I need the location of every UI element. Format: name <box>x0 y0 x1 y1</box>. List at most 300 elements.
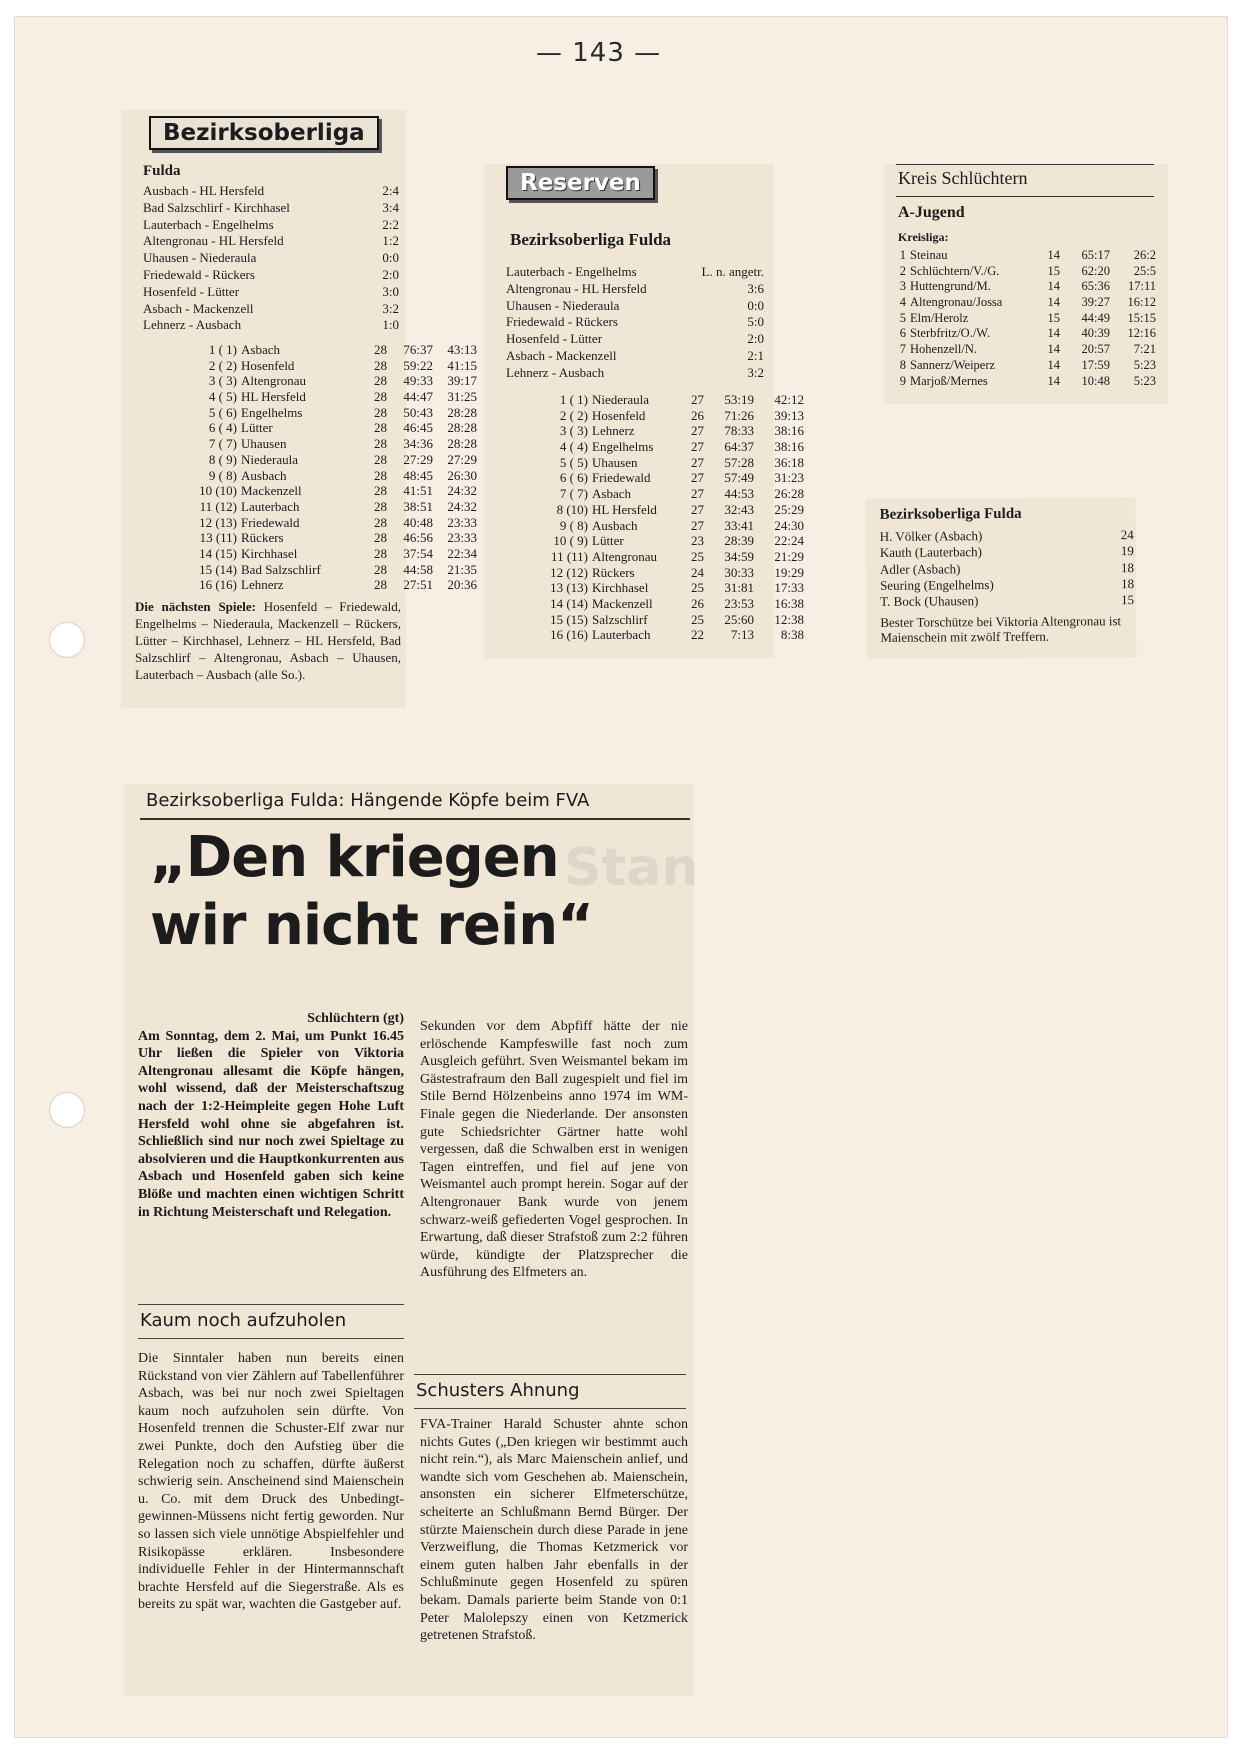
scorer-row <box>880 560 1134 578</box>
table-row <box>145 546 477 562</box>
table-goals: 34:36 <box>403 436 433 452</box>
table-team: Lehnerz <box>592 423 635 439</box>
table-row <box>508 612 804 628</box>
table-goals: 25:60 <box>724 611 754 627</box>
scorer-row <box>880 543 1134 561</box>
match-score: 3:4 <box>382 199 399 215</box>
table-goals: 27:51 <box>403 577 433 593</box>
table-row <box>894 248 1156 264</box>
table-points: 28:28 <box>447 420 477 436</box>
table-games: 28 <box>374 467 387 483</box>
scorer-goals: 15 <box>1121 592 1135 608</box>
match-label: Friedewald - Rückers <box>143 266 255 282</box>
scorer-name: Kauth (Lauterbach) <box>879 544 983 561</box>
punch-hole <box>49 1092 85 1128</box>
table-team: Altengronau/Jossa <box>910 295 1003 310</box>
table-games: 28 <box>374 357 387 373</box>
table-rank: 5 <box>899 310 906 325</box>
match-label: Altengronau - HL Hersfeld <box>506 280 647 296</box>
table-points: 42:12 <box>774 392 804 407</box>
table-row <box>145 342 477 358</box>
table-goals: 44:47 <box>403 389 433 405</box>
clipping-bezirksoberliga <box>121 110 477 708</box>
clipping-subheader: A-Jugend <box>898 204 965 221</box>
standings-table <box>508 392 804 643</box>
divider <box>896 196 1154 197</box>
table-row <box>145 405 477 421</box>
table-rank: 3 <box>899 279 906 294</box>
table-games: 28 <box>374 577 387 593</box>
table-goals: 48:45 <box>403 467 433 483</box>
table-row <box>894 326 1156 342</box>
table-points: 5:23 <box>1133 373 1156 388</box>
table-games: 28 <box>374 530 387 546</box>
table-games: 28 <box>374 561 387 577</box>
table-points: 23:33 <box>447 530 477 546</box>
scorers-list <box>880 527 1135 610</box>
table-points: 26:30 <box>447 467 477 483</box>
table-row <box>145 530 477 546</box>
match-score: 5:0 <box>747 314 764 330</box>
match-score: 3:0 <box>382 283 399 299</box>
table-games: 27 <box>691 517 704 533</box>
punch-hole <box>49 622 85 658</box>
table-row <box>894 279 1156 295</box>
table-row <box>145 436 477 452</box>
table-team: Schlüchtern/V./G. <box>910 263 1000 278</box>
table-points: 28:28 <box>447 436 477 452</box>
table-goals: 28:39 <box>724 533 754 549</box>
table-team: Engelhelms <box>592 439 654 455</box>
table-team: Sannerz/Weiperz <box>910 357 996 372</box>
section-text: Sekunden vor dem Abpfiff hätte der nie erlöschende Kampfeswille fast noch zum Ausgleich geführt. Sven Weismantel bekam im Gästestrafraum den Ball zugespielt und fiel im Stile Bernd Hölzenbeins anno 1974 im WM-Finale gegen die Niederlande. Der ansonsten gute Schiedsrichter Gärtner hatte wohl vergessen, daß die Schwalben erst in wenigen Tagen eintreffen, und fiel auf jene von Weismantel auch prompt herein. Sogar auf der Altengronauer Bank wurde von jenem schwarz-weiß gefiederten Vogel gesprochen. In Erwartung, daß dieser Strafstoß zum 2:2 führen würde, kündigte der Platzsprecher die Ausführung des Elfmeters an. <box>420 1019 688 1281</box>
table-goals: 62:20 <box>1081 263 1110 278</box>
table-games: 14 <box>1047 248 1060 262</box>
clipping-header: Reserven <box>506 166 655 200</box>
table-rank: 3 ( 3) <box>559 423 588 439</box>
table-games: 25 <box>691 580 704 596</box>
table-games: 28 <box>374 420 387 436</box>
table-rank: 3 ( 3) <box>208 373 237 389</box>
table-team: Altengronau <box>241 373 306 389</box>
next-games-label: Die nächsten Spiele: <box>135 599 256 614</box>
clipping-header: Kreis Schlüchtern <box>898 168 1028 188</box>
table-goals: 65:36 <box>1081 279 1110 294</box>
table-points: 39:17 <box>447 373 477 389</box>
table-goals: 34:59 <box>724 548 754 564</box>
table-points: 31:25 <box>447 389 477 405</box>
section-text: Die Sinntaler haben nun bereits einen Rückstand von vier Zählern auf Tabellenführer Asbach, was bei nur noch zwei Spieltagen kaum noch aufzuholen sein dürfte. Von Hosenfeld trennen die Schuster-Elf zwar nur zwei Punkte, doch den Aufstieg über die Relegation noch zu schaffen, dürfte äußerst schwierig sein. Anscheinend sind Maienschein u. Co. mit dem Druck des Unbedingt-gewinnen-Müssens nicht fertig geworden. Nur so lassen sich viele unnötige Abspielfehler und Risikopässe erklären. Insbesondere individuelle Fehler in der Hintermannschaft brachte Hersfeld auf die Siegerstraße. Als es bereits zu spät war, wachten die Gastgeber auf. <box>138 1351 404 1613</box>
table-games: 23 <box>691 533 704 549</box>
match-label: Lauterbach - Engelhelms <box>143 216 274 232</box>
table-goals: 40:39 <box>1081 326 1110 341</box>
table-rank: 10 ( 9) <box>553 533 588 549</box>
table-goals: 64:37 <box>724 439 754 455</box>
table-row <box>508 627 804 643</box>
table-goals: 44:53 <box>724 486 754 502</box>
table-rank: 9 ( 8) <box>208 467 237 483</box>
table-goals: 41:51 <box>403 483 433 499</box>
table-goals: 33:41 <box>724 517 754 533</box>
table-team: HL Hersfeld <box>241 389 306 405</box>
result-row <box>506 314 764 331</box>
table-goals: 31:81 <box>724 580 754 596</box>
results-list <box>143 183 399 334</box>
table-row <box>145 577 477 593</box>
table-rank: 6 ( 6) <box>559 470 588 486</box>
table-row <box>508 439 804 455</box>
table-games: 28 <box>374 545 387 561</box>
match-score: 2:2 <box>382 216 399 232</box>
scorer-goals: 18 <box>1120 559 1134 575</box>
table-points: 28:28 <box>447 404 477 420</box>
table-team: Lehnerz <box>241 577 284 593</box>
table-points: 26:28 <box>774 486 804 502</box>
table-points: 20:36 <box>447 577 477 593</box>
table-row <box>508 470 804 486</box>
table-games: 27 <box>691 470 704 486</box>
table-games: 14 <box>1047 295 1060 310</box>
match-score: 1:0 <box>382 317 399 333</box>
table-team: Sterbfritz/O./W. <box>910 326 991 341</box>
table-rank: 13 (13) <box>550 580 588 596</box>
show-through-text: Stan <box>564 838 699 898</box>
scorer-name: T. Bock (Uhausen) <box>880 593 979 610</box>
table-games: 28 <box>374 436 387 452</box>
table-rank: 8 ( 9) <box>208 451 237 467</box>
match-score: 2:0 <box>382 266 399 282</box>
clipping-torschuetzen <box>865 497 1136 659</box>
article-kicker: Bezirksoberliga Fulda: Hängende Köpfe beim FVA <box>146 790 590 811</box>
table-rank: 9 <box>899 373 906 388</box>
table-rank: 14 (14) <box>550 595 588 611</box>
table-games: 24 <box>691 564 704 580</box>
table-goals: 32:43 <box>724 501 754 517</box>
table-games: 14 <box>1047 279 1060 294</box>
standings-table <box>145 342 477 593</box>
match-score: 2:0 <box>747 331 764 347</box>
divider <box>140 818 690 820</box>
table-goals: 27:29 <box>403 451 433 467</box>
result-row <box>506 331 764 348</box>
scorer-row <box>880 527 1134 545</box>
table-goals: 65:17 <box>1081 248 1110 262</box>
table-goals: 40:48 <box>403 514 433 530</box>
table-points: 27:29 <box>447 451 477 467</box>
match-label: Hosenfeld - Lütter <box>143 283 240 299</box>
table-team: Hohenzell/N. <box>910 342 977 357</box>
result-row <box>506 264 764 281</box>
table-team: Niederaula <box>592 392 650 407</box>
table-team: Mackenzell <box>241 483 302 499</box>
table-goals: 57:49 <box>724 470 754 486</box>
table-games: 28 <box>374 451 387 467</box>
table-goals: 76:37 <box>403 342 433 357</box>
match-score: 0:0 <box>747 297 764 313</box>
table-goals: 23:53 <box>724 595 754 611</box>
table-games: 26 <box>691 595 704 611</box>
table-row <box>508 549 804 565</box>
clipping-header: Bezirksoberliga <box>149 116 379 150</box>
table-row <box>894 264 1156 280</box>
table-points: 15:15 <box>1127 310 1156 325</box>
table-team: Ausbach <box>592 517 638 533</box>
article-headline <box>150 824 593 960</box>
match-score: 2:1 <box>747 347 764 363</box>
clipping-kreis-schluechtern <box>884 164 1168 404</box>
table-points: 7:21 <box>1133 342 1156 357</box>
scorer-goals: 19 <box>1120 543 1134 559</box>
next-games-note <box>135 598 401 683</box>
table-row <box>508 580 804 596</box>
table-row <box>508 486 804 502</box>
table-games: 25 <box>691 611 704 627</box>
table-goals: 57:28 <box>724 454 754 470</box>
divider <box>896 164 1154 165</box>
table-row <box>894 358 1156 374</box>
match-label: Uhausen - Niederaula <box>506 297 620 313</box>
table-team: Uhausen <box>241 436 287 452</box>
table-team: Rückers <box>241 530 284 546</box>
table-rank: 6 ( 4) <box>208 420 237 436</box>
article-lead: Am Sonntag, dem 2. Mai, um Punkt 16.45 Uhr ließen die Spieler von Viktoria Altengronau allesamt die Köpfe hängen, wohl wissend, daß der Meisterschaftszug nach der 1:2-Heimpleite gegen Hohe Luft Hersfeld wohl ohne sie abgefahren ist. Schließlich sind nur noch zwei Spieltage zu absolvieren und die Hauptkonkurrenten aus Asbach und Hosenfeld gaben sich keine Blöße und machten einen wichtigen Schritt in Richtung Meisterschaft und Relegation. <box>138 1028 404 1220</box>
table-goals: 49:33 <box>403 373 433 389</box>
match-label: Asbach - Mackenzell <box>143 300 254 316</box>
match-score: 3:2 <box>382 300 399 316</box>
table-rank: 1 <box>899 248 906 262</box>
table-games: 14 <box>1047 342 1060 357</box>
table-team: HL Hersfeld <box>592 501 657 517</box>
divider <box>138 1304 404 1305</box>
result-row <box>143 284 399 301</box>
scorer-goals: 24 <box>1120 527 1134 543</box>
match-score: 1:2 <box>382 233 399 249</box>
result-row <box>506 281 764 298</box>
match-label: Hosenfeld - Lütter <box>506 331 603 347</box>
table-games: 28 <box>374 389 387 405</box>
table-team: Uhausen <box>592 454 638 470</box>
table-points: 26:2 <box>1133 248 1156 262</box>
table-rank: 2 ( 2) <box>559 407 588 423</box>
match-label: Lehnerz - Ausbach <box>143 317 242 333</box>
clipping-subheader: Fulda <box>143 163 181 179</box>
table-rank: 2 <box>899 263 906 278</box>
result-row <box>143 217 399 234</box>
table-points: 41:15 <box>447 357 477 373</box>
table-points: 21:29 <box>774 548 804 564</box>
table-goals: 20:57 <box>1081 342 1110 357</box>
table-team: Rückers <box>592 564 635 580</box>
table-games: 22 <box>691 627 704 643</box>
result-row <box>506 365 764 382</box>
table-rank: 7 ( 7) <box>559 486 588 502</box>
table-goals: 46:56 <box>403 530 433 546</box>
table-team: Mackenzell <box>592 595 653 611</box>
table-rank: 12 (13) <box>199 514 237 530</box>
match-label: Lauterbach - Engelhelms <box>506 264 637 279</box>
scorer-name: H. Völker (Asbach) <box>879 528 983 544</box>
table-points: 38:16 <box>774 423 804 439</box>
headline-line: wir nicht rein“ <box>150 893 593 958</box>
table-team: Elm/Herolz <box>910 310 969 325</box>
table-rank: 4 <box>899 295 906 310</box>
table-points: 38:16 <box>774 439 804 455</box>
table-team: Friedewald <box>592 470 651 486</box>
table-games: 14 <box>1047 373 1060 388</box>
table-rank: 12 (12) <box>550 564 588 580</box>
table-rank: 16 (16) <box>550 627 588 643</box>
next-games-text: Hosenfeld – Friedewald, Engelhelms – Niederaula, Mackenzell – Rückers, Lütter – Kirchhasel, Lehnerz – HL Hersfeld, Bad Salzschlirf – Altengronau, Asbach – Uhausen, Lauterbach – Ausbach (alle So.). <box>135 599 401 682</box>
table-games: 28 <box>374 342 387 357</box>
table-team: Bad Salzschlirf <box>241 561 321 577</box>
table-points: 31:23 <box>774 470 804 486</box>
result-row <box>143 301 399 318</box>
table-goals: 78:33 <box>724 423 754 439</box>
table-rank: 5 ( 5) <box>559 454 588 470</box>
table-team: Huttengrund/M. <box>910 279 991 294</box>
table-row <box>508 392 804 408</box>
table-rank: 15 (15) <box>550 611 588 627</box>
table-rank: 8 (10) <box>556 501 588 517</box>
table-row <box>145 483 477 499</box>
scorer-name: Seuring (Engelhelms) <box>879 576 994 593</box>
match-score: 3:6 <box>747 280 764 296</box>
scorer-row <box>880 576 1134 594</box>
table-games: 27 <box>691 423 704 439</box>
table-points: 16:12 <box>1127 295 1156 310</box>
table-team: Asbach <box>241 342 280 357</box>
table-goals: 46:45 <box>403 420 433 436</box>
table-team: Ausbach <box>241 467 287 483</box>
article <box>124 784 699 1696</box>
table-games: 14 <box>1047 326 1060 341</box>
article-body <box>420 1416 688 1645</box>
table-games: 27 <box>691 392 704 407</box>
headline-line: „Den kriegen <box>150 825 559 890</box>
table-row <box>145 468 477 484</box>
table-row <box>894 311 1156 327</box>
match-label: Altengronau - HL Hersfeld <box>143 233 284 249</box>
result-row <box>143 317 399 334</box>
table-points: 36:18 <box>774 454 804 470</box>
table-rank: 5 ( 6) <box>208 404 237 420</box>
table-team: Friedewald <box>241 514 300 530</box>
result-row <box>143 183 399 200</box>
page-number: — 143 — <box>536 38 662 68</box>
table-points: 25:5 <box>1133 263 1156 278</box>
table-games: 15 <box>1047 310 1060 325</box>
scorer-note: Bester Torschütze bei Viktoria Altengronau ist Maienschein mit zwölf Treffern. <box>880 613 1122 645</box>
result-row <box>506 348 764 365</box>
clipping-header: Bezirksoberliga Fulda <box>879 505 1022 523</box>
match-label: Asbach - Mackenzell <box>506 347 617 363</box>
table-row <box>145 358 477 374</box>
table-row <box>894 295 1156 311</box>
table-team: Kirchhasel <box>592 580 649 596</box>
table-rank: 2 ( 2) <box>208 357 237 373</box>
table-games: 28 <box>374 483 387 499</box>
result-row <box>143 233 399 250</box>
table-rank: 1 ( 1) <box>208 342 237 357</box>
table-team: Steinau <box>910 248 948 262</box>
match-score: 3:2 <box>747 364 764 380</box>
result-row <box>506 298 764 315</box>
table-row <box>508 533 804 549</box>
table-row <box>508 565 804 581</box>
table-rank: 4 ( 4) <box>559 439 588 455</box>
match-score: 0:0 <box>382 250 399 266</box>
match-score: L. n. angetr. <box>701 264 764 279</box>
clipping-subheader: Bezirksoberliga Fulda <box>510 230 672 249</box>
scorer-row <box>880 592 1134 610</box>
table-points: 24:32 <box>447 483 477 499</box>
table-rank: 4 ( 5) <box>208 389 237 405</box>
table-rank: 9 ( 8) <box>559 517 588 533</box>
match-score: 2:4 <box>382 183 399 198</box>
table-games: 28 <box>374 514 387 530</box>
table-goals: 53:19 <box>724 392 754 407</box>
table-row <box>894 342 1156 358</box>
table-points: 17:11 <box>1127 279 1156 294</box>
table-points: 39:13 <box>774 407 804 423</box>
table-rank: 8 <box>899 357 906 372</box>
table-team: Lütter <box>241 420 273 436</box>
table-rank: 11 (11) <box>551 548 588 564</box>
table-games: 14 <box>1047 357 1060 372</box>
table-team: Kirchhasel <box>241 545 298 561</box>
table-team: Altengronau <box>592 548 657 564</box>
table-games: 28 <box>374 498 387 514</box>
table-rank: 11 (12) <box>199 498 237 514</box>
table-goals: 30:33 <box>724 564 754 580</box>
table-rank: 6 <box>899 326 906 341</box>
table-goals: 44:58 <box>403 561 433 577</box>
table-games: 15 <box>1047 263 1060 278</box>
result-row <box>143 267 399 284</box>
table-goals: 17:59 <box>1081 357 1110 372</box>
table-goals: 38:51 <box>403 498 433 514</box>
section-title: Schusters Ahnung <box>416 1380 580 1401</box>
table-points: 24:32 <box>447 498 477 514</box>
article-body <box>138 1350 404 1614</box>
table-goals: 10:48 <box>1081 373 1110 388</box>
scorer-name: Adler (Asbach) <box>879 560 961 577</box>
result-row <box>143 200 399 217</box>
table-rank: 7 ( 7) <box>208 436 237 452</box>
result-row <box>143 250 399 267</box>
table-points: 22:24 <box>774 533 804 549</box>
table-goals: 71:26 <box>724 407 754 423</box>
table-games: 27 <box>691 454 704 470</box>
divider <box>414 1408 686 1409</box>
table-goals: 7:13 <box>730 627 754 643</box>
table-games: 27 <box>691 486 704 502</box>
table-points: 19:29 <box>774 564 804 580</box>
scorer-goals: 18 <box>1120 575 1135 592</box>
table-team: Lauterbach <box>241 498 300 514</box>
table-row <box>145 562 477 578</box>
article-column-2 <box>420 1018 688 1282</box>
table-row <box>508 455 804 471</box>
table-row <box>145 389 477 405</box>
table-row <box>508 596 804 612</box>
table-team: Hosenfeld <box>241 357 295 373</box>
article-column-1 <box>138 1010 404 1221</box>
table-points: 21:35 <box>447 561 477 577</box>
table-points: 22:34 <box>447 545 477 561</box>
table-rank: 10 (10) <box>199 483 237 499</box>
section-title: Kaum noch aufzuholen <box>140 1310 347 1331</box>
